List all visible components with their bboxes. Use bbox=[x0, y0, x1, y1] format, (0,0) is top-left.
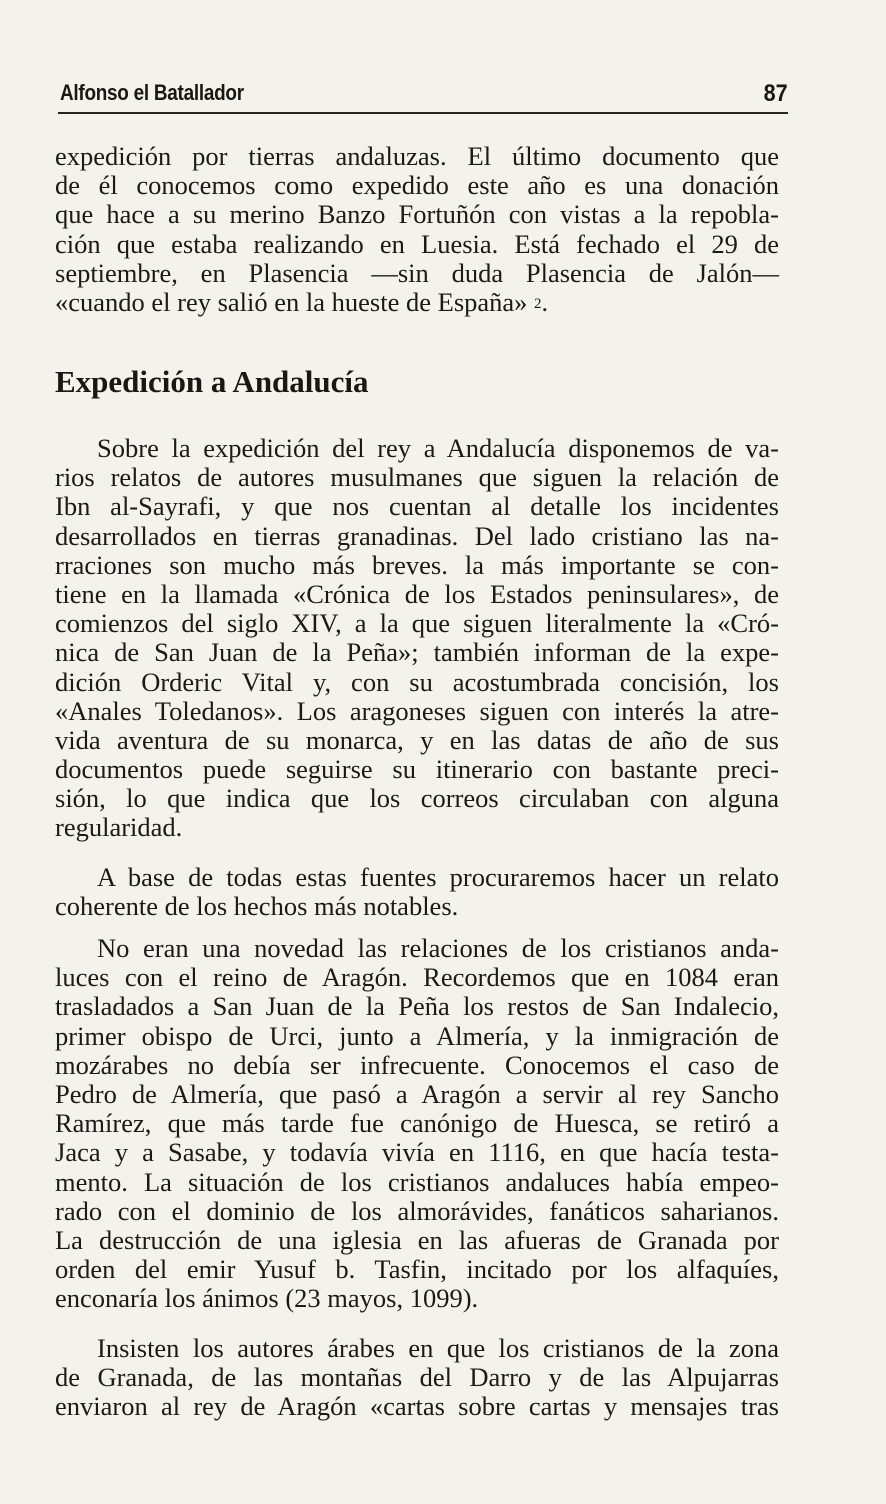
text-line: primer obispo de Urci, junto a Almería, y la inmigración de bbox=[55, 1020, 779, 1051]
text-line: regularidad. bbox=[55, 812, 183, 843]
text-line: Ibn al-Sayrafi, y que nos cuentan al detalle los incidentes bbox=[55, 491, 779, 522]
text-line: «cuando el rey salió en la hueste de España» bbox=[55, 286, 528, 317]
page-number: 87 bbox=[763, 80, 788, 107]
running-title: Alfonso el Batallador bbox=[60, 80, 244, 105]
text-line: Pedro de Almería, que pasó a Aragón a servir al rey Sancho bbox=[55, 1078, 779, 1109]
text-line: nica de San Juan de la Peña»; también informan de la expe- bbox=[55, 637, 779, 668]
paragraph-sources bbox=[55, 434, 779, 843]
text-line: documentos puede seguirse su itinerario con bastante preci- bbox=[55, 754, 779, 785]
text-line: expedición por tierras andaluzas. El último documento que bbox=[55, 141, 779, 171]
text-line: septiembre, en Plasencia —sin duda Plasencia de Jalón— bbox=[55, 257, 779, 288]
text-line: rraciones son mucho más breves. la más importante se con- bbox=[55, 549, 779, 580]
text-line: luces con el reino de Aragón. Recordemos que en 1084 eran bbox=[55, 962, 779, 993]
text-line: de Granada, de las montañas del Darro y de las Alpujarras bbox=[55, 1362, 779, 1393]
paragraph-relations bbox=[55, 934, 779, 1313]
text-line: No eran una novedad las relaciones de los cristianos anda- bbox=[97, 933, 779, 963]
text-line: que hace a su merino Banzo Fortuñón con vistas a la repobla- bbox=[55, 199, 779, 230]
end-mark: . bbox=[541, 286, 549, 317]
text-line: rado con el dominio de los almorávides, fanáticos saharianos. bbox=[55, 1195, 779, 1226]
text-line: A base de todas estas fuentes procuraremos hacer un relato bbox=[97, 862, 779, 892]
text-line: mozárabes no debía ser infrecuente. Conocemos el caso de bbox=[55, 1049, 779, 1080]
paragraph-letters bbox=[55, 1334, 779, 1422]
text-line: mento. La situación de los cristianos andaluces había empeo- bbox=[55, 1166, 779, 1197]
text-line: desarrollados en tierras granadinas. Del lado cristiano las na- bbox=[55, 520, 779, 551]
text-line: Sobre la expedición del rey a Andalucía disponemos de va- bbox=[97, 433, 779, 463]
continuation-paragraph bbox=[55, 142, 779, 317]
text-line: sión, lo que indica que los correos circulaban con alguna bbox=[55, 783, 779, 814]
text-line: tiene en la llamada «Crónica de los Estados peninsulares», de bbox=[55, 578, 779, 609]
text-line: comienzos del siglo XIV, a la que siguen literalmente la «Cró- bbox=[55, 608, 779, 639]
text-line: enconaría los ánimos (23 mayos, 1099). bbox=[55, 1283, 479, 1314]
text-line: rios relatos de autores musulmanes que siguen la relación de bbox=[55, 462, 779, 493]
text-line: Jaca y a Sasabe, y todavía vivía en 1116, en que hacía testa- bbox=[55, 1137, 779, 1168]
text-line: coherente de los hechos más notables. bbox=[55, 891, 459, 922]
text-line: Ramírez, que más tarde fue canónigo de Huesca, se retiró a bbox=[55, 1108, 779, 1139]
text-line: ción que estaba realizando en Luesia. Está fechado el 29 de bbox=[55, 228, 779, 259]
text-line: orden del emir Yusuf b. Tasfin, incitado por los alfaquíes, bbox=[55, 1254, 779, 1285]
text-line: «Anales Toledanos». Los aragoneses siguen con interés la atre- bbox=[55, 695, 779, 726]
text-line: dición Orderic Vital y, con su acostumbrada concisión, los bbox=[55, 666, 779, 697]
text-line: Insisten los autores árabes en que los cristianos de la zona bbox=[97, 1333, 779, 1363]
running-header bbox=[58, 76, 788, 114]
text-line-final bbox=[55, 288, 779, 317]
footnote-reference: 2 bbox=[534, 295, 542, 312]
paragraph-intent bbox=[55, 863, 779, 921]
section-heading: Expedición a Andalucía bbox=[55, 364, 369, 399]
text-line: trasladados a San Juan de la Peña los restos de San Indalecio, bbox=[55, 991, 779, 1022]
text-line: de él conocemos como expedido este año es una donación bbox=[55, 170, 779, 201]
text-line: enviaron al rey de Aragón «cartas sobre cartas y mensajes tras bbox=[55, 1391, 779, 1422]
text-line: vida aventura de su monarca, y en las datas de año de sus bbox=[55, 724, 779, 755]
text-line: La destrucción de una iglesia en las afueras de Granada por bbox=[55, 1224, 779, 1255]
